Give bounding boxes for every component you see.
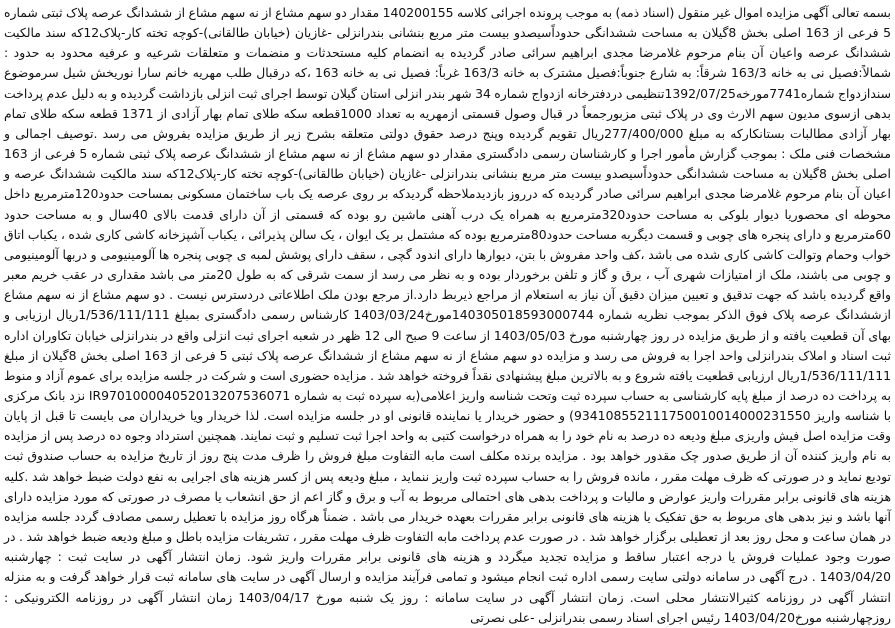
announcement-body: بسمه تعالی آگهی مزایده اموال غیر منقول (اسناد ذمه) به موجب پرونده اجرائی کلاسه 140200155 مقدار دو سهم مشاع از نه سهم مشاع از ششدانگ عرصه پلاک ثبتی شماره 5 فرعی از 163 اصلی بخش 8گیلان به مساحت ششدانگی حدوداًسیصدو بیست متر مربع بنشانی بندرانزلی -غازیان (خیابان طالقانی)-کوچه تخته کار-پلاک12که سند مالکیت ششدانگ عرصه واعیان آن بنام مرحوم غلامرضا مجدی ابراهیم سرائی صادر گردیده به انضمام کلیه مستحدثات و منضمات و متعلقات شرعیه و عرفیه محدود به حدود : شمالاً:فصیل نی به خانه 163/3 شرقاً: به شارع جنوباً:فصیل مشترک به خانه 163/3 غرباً: فصیل نی به خانه 163 ،که درقبال طلب مهریه خانم سارا نوریخش شیل سرموضوع سندازدواج شماره7741مورخه1392/07/25تنظیمی دردفترخانه ازدواج شماره 34 شهر بندر انزلی استان گیلان توسط اجرای ثبت انزلی بازداشت گردیده و به دلیل عدم پرداخت بدهی ازسوی مدیون سهم الارث وی در پلاک ثبتی مزبورجمعاً در قبال وصول قسمتی ازمهریه به تعداد 1000قطعه سکه طلای تمام بهار آزادی از 1371 قطعه سکه طلای تمام بهار آزادی مطالبات بستانکارکه به مبلغ 277/400/000ریال تقویم گردیده وپنج درصد حقوق دولتی متعلقه بشرح زیر از طریق مزایده بفروش می رسد .توصیف اجمالی و مشخصات فنی ملک : بموجب گزارش مأمور اجرا و کارشناسان رسمی دادگستری مقدار دو سهم مشاع از نه سهم مشاع از ششدانگ عرصه پلاک ثبتی شماره 5 فرعی از 163 اصلی بخش 8گیلان به مساحت ششدانگی حدوداًسیصدو بیست متر مربع بنشانی بندرانزلی -غازیان (خیابان طالقانی)-کوچه تخته کار-پلاک12که سند مالکیت ششدانگ عرصه و اعیان آن بنام مرحوم غلامرضا مجدی ابراهیم سرائی صادر گردیده که درروز بازدیدملاحظه گردیدکه بر روی عرصه یک باب ساختمان مسکونی بمساحت حدود120مترمربع داخل محوطه ای محصوریا دیوار بلوکی به مساحت حدود320مترمربع به همراه یک درب آهنی ماشین رو بوده که قسمتی از آن دارای قدمت بالای 40سال و به مساحت حدود 60مترمربع و دارای پنجره های چوبی و قسمت دیگربه مساحت حدود80مترمربع بوده که مشتمل بر یک ایوان ، یک سالن پذیرائی ، یکباب آشپزخانه کاشی کاری شده ، یکباب اتاق خواب وحمام وتوالت کاشی کاری شده می باشد ،کف واحد مفروش با بتن، دیوارها دارای اندود گچی ، سقف دارای پوشش لمبه ی چوبی پنجره ها آلومینیومی و دربها آلومینیومی و چوبی می باشند، ملک از امتیازات شهری آب ، برق و گاز و تلفن برخوردار بوده و به نظر می رسد از سمت شرقی که به طول 20متر می باشد مقداری در عقب خریم معبر واقع گردیده باشد که جهت تدقیق و تعیین میزان دقیق آن نیاز به استعلام از مراجع ذیربط دارد.از مرجع بودن ملک اطلاعاتی دردسترس نیست . دو سهم مشاع از نه سهم مشاع ازششدانگ عرصه پلاک فوق الذکر بموجب نظریه شماره 140305018593000744مورخ1403/03/24 کارشناس رسمی دادگستری بمبلغ 1/536/111/111ریال ارزیابی و بهای آن قطعیت یافته و از طریق مزایده در روز چهارشنبه مورخ 1403/05/03 از ساعت 9 صبح الی 12 ظهر در شعبه اجرای ثبت انزلی واقع در بندرانزلی خیابان تکاوران اداره ثبت اسناد و املاک بندرانزلی واحد اجرا به فروش می رسد و مزایده دو سهم مشاع از نه سهم مشاع از ششدانگ عرصه پلاک ثبتی 5 فرعی از 163 اصلی بخش 8گیلان از مبلغ 1/536/111/111ریال ارزیابی قطعیت یافته شروع و به بالاترین مبلغ پیشنهادی نقداً فروخته خواهد شد . مزایده حضوری است و شرکت در جلسه مزایده برای عموم آزاد و منوط به پرداخت ده درصد از مبلغ پایه کارشناسی به حساب سپرده ثبت وتحت شناسه واریز اعلامی(به سپرده ثبت به شماره IR970100004052013207536071 نزد بانک مرکزی با شناسه واریز 934108552111750010014000231550) و حضور خریدار یا نماینده قانونی او در جلسه مزایده است. لذا خریدار ویا خریداران می بایست تا قبل از پایان وقت مزایده اصل فیش واریزی مبلغ ودیعه ده درصد به نام خود را به همراه درخواست کتبی به واحد اجرا ثبت تسلیم و ثبت نمایند. همچنین استرداد وجوه ده درصد پس از مزایده به نام واریز کننده آن از طریق صدور چک مقدور خواهد بود . مزایده برنده مکلف است مابه التفاوت مبلغ فروش را ظرف مدت پنج روز از تاریخ مزایده به حساب صندوق ثبت تودیع نماید و در صورتی که ظرف مهلت مقرر ، مانده فروش را به حساب سپرده ثبت واریز ننماید ، مبلغ ودیعه پس از کسر هزینه های اجرایی به نفع دولت ضبط خواهد شد .کلیه هزینه های قانونی برابر مقررات واریز عوارض و مالیات و پرداخت بدهی های احتمالی مربوط به آب و برق و گاز اعم از حق انشعاب یا مصرف در صورتی که مورد مزایده دارای آنها باشد و نیز بدهی های مربوط به حق تفکیک یا هزینه های قانونی برابر مقررات بعهده خریدار می باشد . ضمناً هرگاه روز مزایده با تعطیل رسمی مصادف گردد جلسه مزایده در همان ساعت و محل روز بعد از تعطیلی برگزار خواهد شد . در صورت عدم پرداخت مابه التفاوت ظرف مهلت مقرر ، تشریفات مزایده باطل و مبلغ ودیعه ضبط خواهد شد . در صورت وجود عملیات فروش یا درجه اعتبار ساقط و مزایده تجدید میگردد و هزینه های قانونی برابر مقررات واریز شود. زمان انتشار آگهی در سایت ثبت : چهارشنبه 1403/04/20 . درج آگهی در سامانه دولتی سایت رسمی اداره ثبت انجام میشود و تمامی فرآیند مزایده و ارسال آگهی در سایت های سامانه ثبت قرار خواهد گرفت و به منزله انتشار آگهی در روزنامه کثیرالانتشار محلی است. زمان انتشار آگهی در سایت سامانه : روز یک شنبه مورخ 1403/04/17 زمان انتشار آگهی در روزنامه الکترونیکی : روزچهارشنبه مورخ1403/04/20 رئیس اجرای اسناد رسمی بندرانزلی -علی نصرتی — [4, 5, 892, 625]
